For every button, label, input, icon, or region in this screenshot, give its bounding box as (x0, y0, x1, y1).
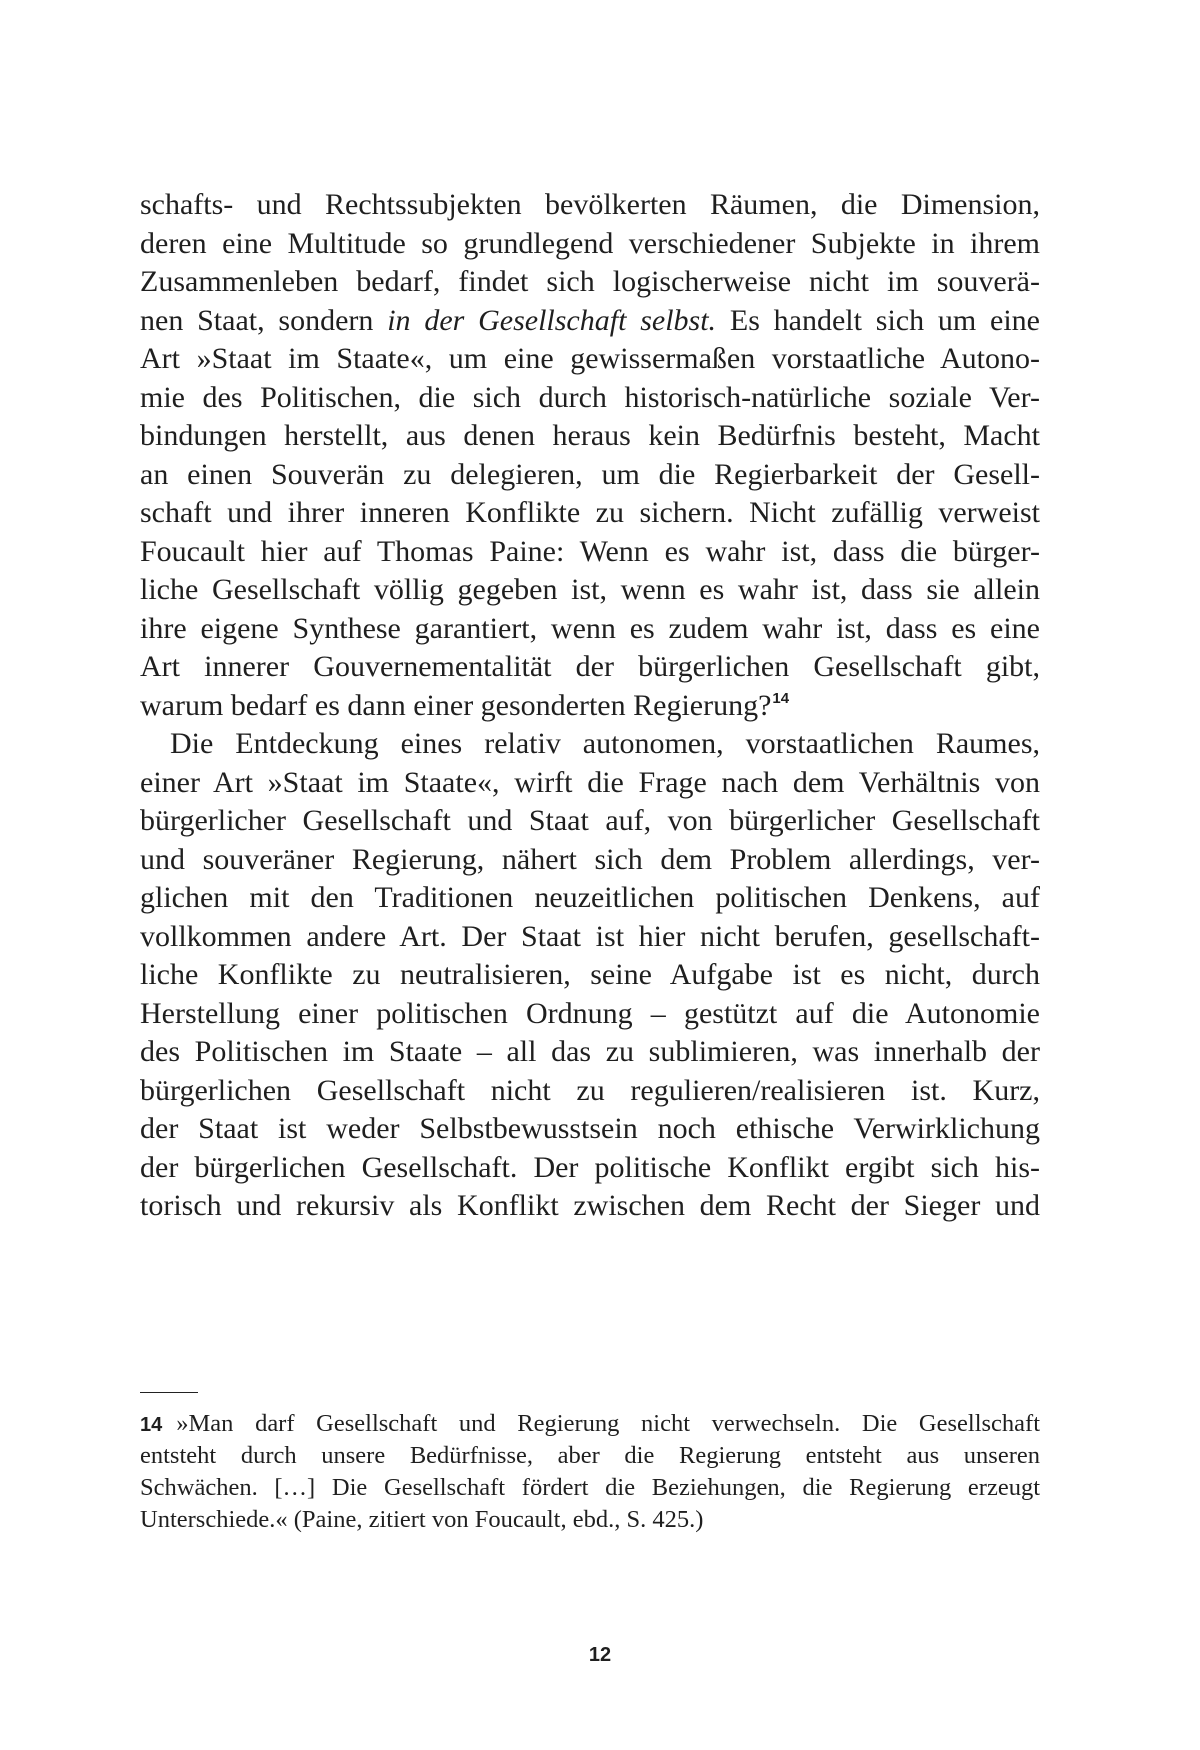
text-line (140, 302, 1040, 341)
text-line: bindungen herstellt, aus denen heraus kein Bedürfnis besteht, Macht (140, 419, 1040, 452)
text-segment: »Man darf Gesellschaft und Regierung nicht verwechseln. Die Gesellschaft (176, 1410, 1040, 1437)
text-line: Art »Staat im Staate«, um eine gewissermaßen vorstaatliche Autono- (140, 342, 1040, 375)
text-line: liche Gesellschaft völlig gegeben ist, wenn es wahr ist, dass sie allein (140, 573, 1040, 606)
text-line: schafts- und Rechtssubjekten bevölkerten Räumen, die Dimension, (140, 188, 1040, 221)
text-line: bürgerlichen Gesellschaft nicht zu regulieren/realisieren ist. Kurz, (140, 1073, 1040, 1107)
text-line: Die Entdeckung eines relativ autonomen, vorstaatlichen Raumes, (170, 727, 1040, 760)
footnote-reference[interactable]: 14 (772, 689, 790, 707)
page-number: 12 (588, 1644, 612, 1666)
text-line: Herstellung einer politischen Ordnung – gestützt auf die Autonomie (140, 996, 1040, 1030)
text-line: vollkommen andere Art. Der Staat ist hier nicht berufen, gesellschaft- (140, 919, 1040, 953)
footnote-line: Schwächen. […] Die Gesellschaft fördert die Beziehungen, die Regierung erzeugt (140, 1474, 1040, 1501)
text-line: Art innerer Gouvernementalität der bürgerlichen Gesellschaft gibt, (140, 650, 1040, 683)
text-line (140, 687, 1040, 726)
footnote-line: entsteht durch unsere Bedürfnisse, aber die Regierung entsteht aus unseren (140, 1442, 1040, 1469)
text-line: Zusammenleben bedarf, findet sich logischerweise nicht im souverä- (140, 265, 1040, 298)
text-line: einer Art »Staat im Staate«, wirft die Frage nach dem Verhältnis von (140, 765, 1040, 799)
text-line: liche Konflikte zu neutralisieren, seine Aufgabe ist es nicht, durch (140, 958, 1040, 991)
text-segment: warum bedarf es dann einer gesonderten Regierung? (140, 688, 772, 722)
text-line: torisch und rekursiv als Konflikt zwischen dem Recht der Sieger und (140, 1189, 1040, 1222)
body-text (140, 186, 1040, 1226)
text-line: mie des Politischen, die sich durch historisch-natürliche soziale Ver- (140, 380, 1040, 414)
text-line: ihre eigene Synthese garantiert, wenn es zudem wahr ist, dass es eine (140, 611, 1040, 645)
text-line: und souveräner Regierung, nähert sich dem Problem allerdings, ver- (140, 842, 1040, 876)
text-line: der Staat ist weder Selbstbewusstsein noch ethische Verwirklichung (140, 1112, 1040, 1145)
text-line: an einen Souverän zu delegieren, um die Regierbarkeit der Gesell- (140, 457, 1040, 491)
text-segment: nen Staat, sondern (140, 303, 388, 337)
footnote-number: 14 (140, 1414, 163, 1436)
text-line: glichen mit den Traditionen neuzeitlichen politischen Denkens, auf (140, 881, 1040, 914)
footnote-line (140, 1408, 1040, 1440)
text-line: bürgerlicher Gesellschaft und Staat auf, von bürgerlicher Gesellschaft (140, 804, 1040, 837)
text-line: der bürgerlichen Gesellschaft. Der politische Konflikt ergibt sich his- (140, 1150, 1040, 1184)
text-line: deren eine Multitude so grundlegend verschiedener Subjekte in ihrem (140, 226, 1040, 260)
footnote (140, 1408, 1040, 1536)
text-line: Foucault hier auf Thomas Paine: Wenn es wahr ist, dass die bürger- (140, 534, 1040, 568)
text-segment: Es handelt sich um eine (716, 303, 1040, 337)
text-line: des Politischen im Staate – all das zu sublimieren, was innerhalb der (140, 1035, 1040, 1068)
italic-emphasis: in der Gesellschaft selbst. (387, 303, 717, 337)
text-line: schaft und ihrer inneren Konflikte zu sichern. Nicht zufällig verweist (140, 496, 1040, 529)
footnote-line: Unterschiede.« (Paine, zitiert von Foucault, ebd., S. 425.) (140, 1506, 704, 1533)
footnote-divider (140, 1392, 198, 1393)
